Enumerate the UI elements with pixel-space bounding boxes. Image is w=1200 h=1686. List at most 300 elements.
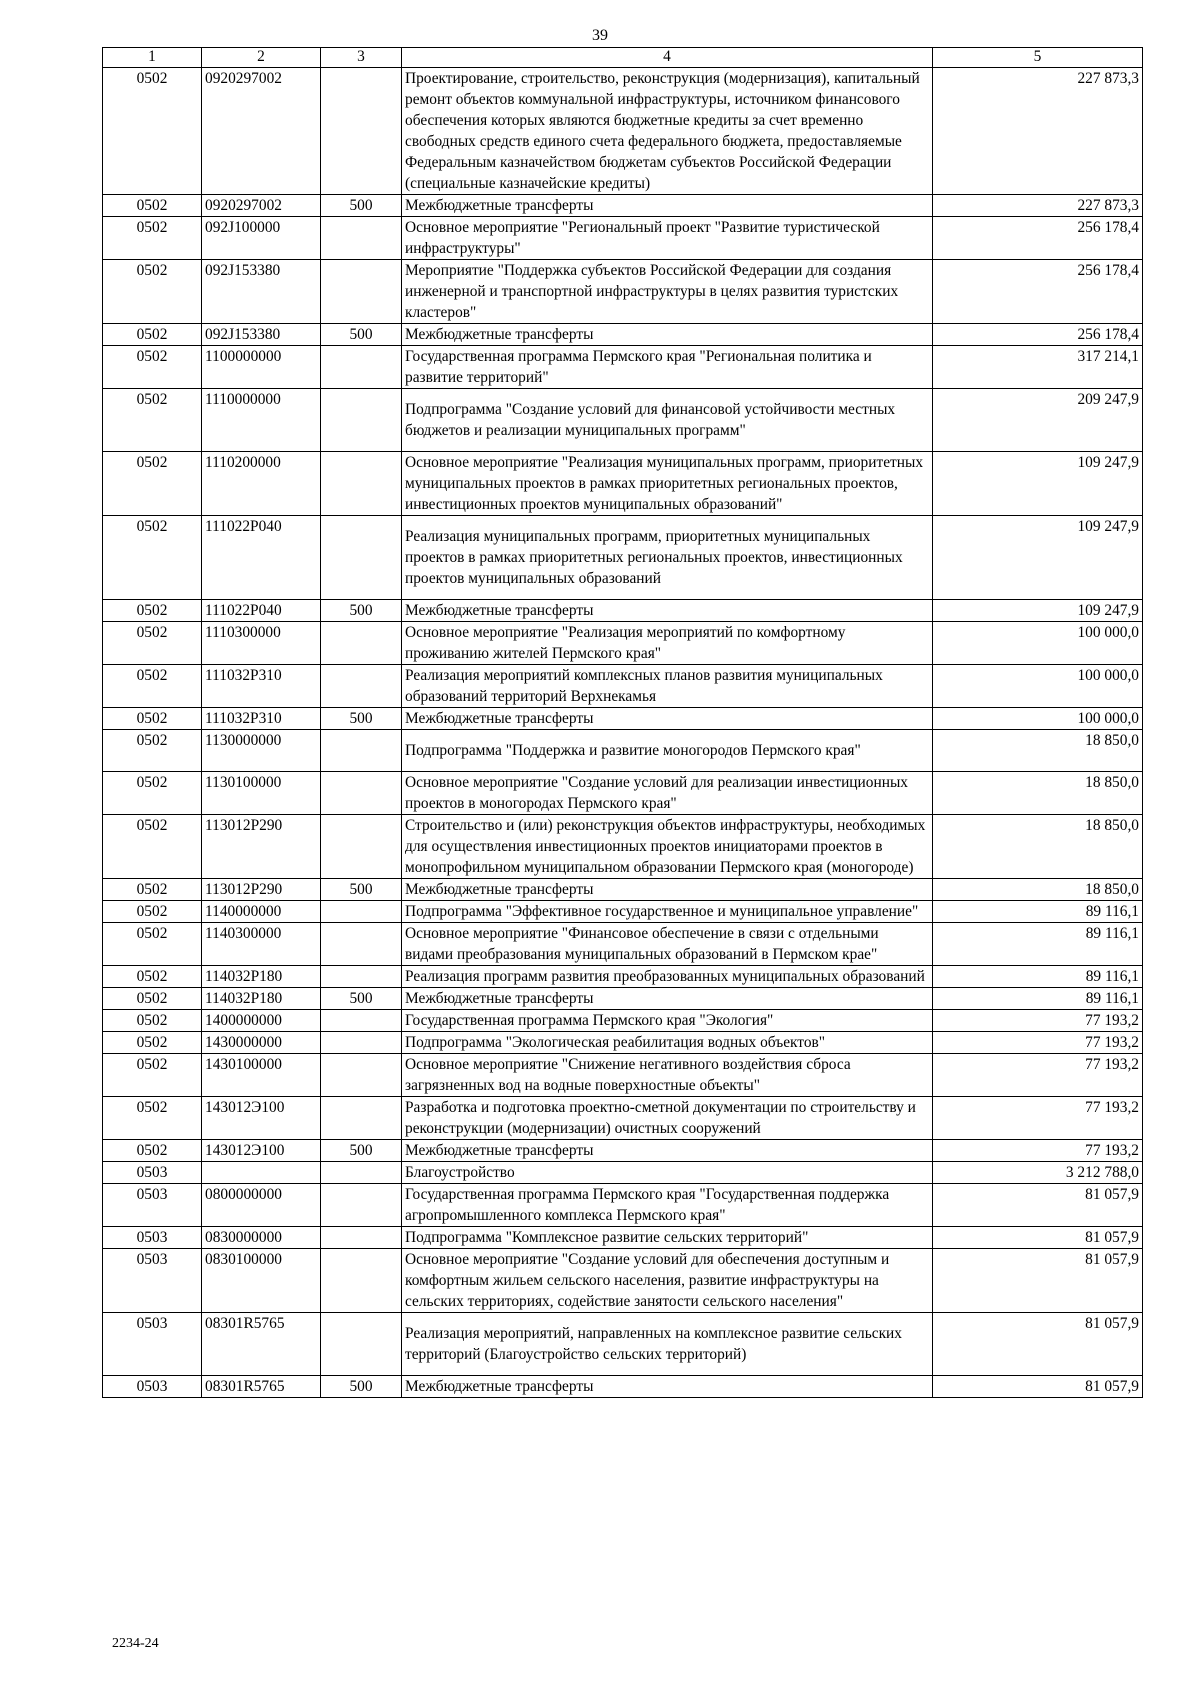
section-code-cell <box>103 1227 202 1249</box>
expense-type-text: 500 <box>349 326 373 343</box>
amount-cell <box>933 730 1143 772</box>
expense-type-cell <box>321 622 402 665</box>
section-code-cell <box>103 901 202 923</box>
target-article-text: 1110300000 <box>205 624 281 641</box>
expense-type-cell <box>321 923 402 966</box>
amount-text: 89 116,1 <box>1085 925 1139 942</box>
amount-cell <box>933 1376 1143 1398</box>
target-article-cell <box>202 988 321 1010</box>
amount-text: 89 116,1 <box>1085 903 1139 920</box>
amount-text: 77 193,2 <box>1085 1142 1139 1159</box>
target-article-text: 092J153380 <box>205 262 281 279</box>
target-article-text: 143012Э100 <box>205 1099 285 1116</box>
section-code-cell <box>103 879 202 901</box>
target-article-cell <box>202 195 321 217</box>
description-text: Межбюджетные трансферты <box>405 710 594 727</box>
expense-type-cell <box>321 879 402 901</box>
amount-text: 81 057,9 <box>1085 1229 1139 1246</box>
section-code-cell <box>103 68 202 195</box>
amount-cell <box>933 772 1143 815</box>
expense-type-text: 500 <box>349 710 373 727</box>
expense-type-cell <box>321 966 402 988</box>
amount-cell <box>933 260 1143 324</box>
section-code-text: 0502 <box>136 262 168 279</box>
description-cell <box>402 730 933 772</box>
section-code-cell <box>103 389 202 452</box>
amount-cell <box>933 389 1143 452</box>
description-cell <box>402 217 933 260</box>
target-article-text: 092J153380 <box>205 326 281 343</box>
section-code-text: 0502 <box>136 70 168 87</box>
amount-cell <box>933 622 1143 665</box>
table-row <box>103 988 1143 1010</box>
description-text: Подпрограмма "Эффективное государственное и муниципальное управление" <box>405 903 919 920</box>
target-article-cell <box>202 68 321 195</box>
amount-text: 77 193,2 <box>1085 1012 1139 1029</box>
expense-type-text: 500 <box>349 1142 373 1159</box>
expense-type-cell <box>321 1376 402 1398</box>
description-cell <box>402 1032 933 1054</box>
expense-type-text: 500 <box>349 881 373 898</box>
description-text: Реализация программ развития преобразованных муниципальных образований <box>405 968 925 985</box>
table-row <box>103 1097 1143 1140</box>
section-code-text: 0503 <box>136 1186 168 1203</box>
target-article-cell <box>202 1054 321 1097</box>
amount-cell <box>933 988 1143 1010</box>
section-code-text: 0502 <box>136 1099 168 1116</box>
target-article-text: 1430100000 <box>205 1056 282 1073</box>
section-code-cell <box>103 1184 202 1227</box>
amount-text: 77 193,2 <box>1085 1034 1139 1051</box>
expense-type-cell <box>321 260 402 324</box>
table-row <box>103 389 1143 452</box>
amount-cell <box>933 923 1143 966</box>
expense-type-cell <box>321 217 402 260</box>
amount-cell <box>933 1032 1143 1054</box>
section-code-cell <box>103 1054 202 1097</box>
section-code-text: 0503 <box>136 1378 168 1395</box>
amount-cell <box>933 516 1143 600</box>
amount-cell <box>933 665 1143 708</box>
target-article-text: 1130100000 <box>205 774 282 791</box>
expense-type-cell <box>321 708 402 730</box>
target-article-cell <box>202 1184 321 1227</box>
section-code-text: 0502 <box>136 774 168 791</box>
amount-cell <box>933 879 1143 901</box>
amount-cell <box>933 217 1143 260</box>
amount-text: 81 057,9 <box>1085 1378 1139 1395</box>
amount-text: 317 214,1 <box>1077 348 1139 365</box>
section-code-text: 0502 <box>136 881 168 898</box>
section-code-text: 0502 <box>136 990 168 1007</box>
description-text: Подпрограмма "Создание условий для финансовой устойчивости местных бюджетов и реализации муниципальных программ" <box>405 401 896 439</box>
description-text: Межбюджетные трансферты <box>405 602 594 619</box>
target-article-cell <box>202 1010 321 1032</box>
section-code-cell <box>103 195 202 217</box>
section-code-text: 0502 <box>136 197 168 214</box>
description-cell <box>402 1313 933 1376</box>
table-row <box>103 1227 1143 1249</box>
target-article-cell <box>202 665 321 708</box>
table-row <box>103 1162 1143 1184</box>
target-article-text: 1140300000 <box>205 925 282 942</box>
amount-text: 109 247,9 <box>1077 518 1139 535</box>
target-article-text: 08301R5765 <box>205 1315 285 1332</box>
section-code-text: 0502 <box>136 518 168 535</box>
table-row <box>103 622 1143 665</box>
target-article-text: 0830000000 <box>205 1229 282 1246</box>
description-cell <box>402 815 933 879</box>
target-article-text: 0920297002 <box>205 197 282 214</box>
section-code-cell <box>103 324 202 346</box>
table-row <box>103 901 1143 923</box>
description-cell <box>402 622 933 665</box>
expense-type-text: 500 <box>349 1378 373 1395</box>
amount-text: 81 057,9 <box>1085 1315 1139 1332</box>
section-code-cell <box>103 1010 202 1032</box>
expense-type-cell <box>321 68 402 195</box>
target-article-text: 111032P310 <box>205 667 282 684</box>
section-code-cell <box>103 1097 202 1140</box>
amount-text: 18 850,0 <box>1085 732 1139 749</box>
description-text: Подпрограмма "Комплексное развитие сельских территорий" <box>405 1229 809 1246</box>
amount-cell <box>933 68 1143 195</box>
target-article-text: 0800000000 <box>205 1186 282 1203</box>
table-row <box>103 1010 1143 1032</box>
target-article-cell <box>202 923 321 966</box>
target-article-cell <box>202 600 321 622</box>
description-cell <box>402 879 933 901</box>
description-cell <box>402 1010 933 1032</box>
target-article-cell <box>202 901 321 923</box>
expense-type-cell <box>321 452 402 516</box>
target-article-cell <box>202 1140 321 1162</box>
target-article-text: 143012Э100 <box>205 1142 285 1159</box>
target-article-cell <box>202 1249 321 1313</box>
section-code-text: 0502 <box>136 710 168 727</box>
section-code-cell <box>103 665 202 708</box>
table-row <box>103 879 1143 901</box>
amount-text: 18 850,0 <box>1085 881 1139 898</box>
section-code-cell <box>103 966 202 988</box>
target-article-cell <box>202 730 321 772</box>
description-text: Межбюджетные трансферты <box>405 990 594 1007</box>
target-article-text: 1400000000 <box>205 1012 282 1029</box>
expense-type-cell <box>321 389 402 452</box>
description-text: Государственная программа Пермского края "Региональная политика и развитие территорий" <box>405 348 872 386</box>
expense-type-cell <box>321 1162 402 1184</box>
target-article-text: 111022P040 <box>205 602 282 619</box>
description-cell <box>402 260 933 324</box>
section-code-text: 0502 <box>136 326 168 343</box>
target-article-cell <box>202 1313 321 1376</box>
description-cell <box>402 600 933 622</box>
amount-text: 227 873,3 <box>1077 70 1139 87</box>
table-row <box>103 1376 1143 1398</box>
section-code-text: 0502 <box>136 732 168 749</box>
expense-type-cell <box>321 600 402 622</box>
table-row <box>103 923 1143 966</box>
table-row <box>103 324 1143 346</box>
amount-cell <box>933 195 1143 217</box>
section-code-text: 0502 <box>136 1056 168 1073</box>
table-row <box>103 815 1143 879</box>
section-code-cell <box>103 516 202 600</box>
table-body <box>103 68 1143 1398</box>
section-code-cell <box>103 346 202 389</box>
section-code-text: 0502 <box>136 454 168 471</box>
table-row <box>103 772 1143 815</box>
amount-cell <box>933 346 1143 389</box>
table-row <box>103 1184 1143 1227</box>
amount-cell <box>933 815 1143 879</box>
table-row <box>103 452 1143 516</box>
description-cell <box>402 346 933 389</box>
amount-text: 77 193,2 <box>1085 1056 1139 1073</box>
table-row <box>103 260 1143 324</box>
description-text: Государственная программа Пермского края "Экология" <box>405 1012 774 1029</box>
column-header: 5 <box>933 48 1143 68</box>
section-code-cell <box>103 260 202 324</box>
amount-text: 256 178,4 <box>1077 326 1139 343</box>
expense-type-cell <box>321 195 402 217</box>
section-code-cell <box>103 622 202 665</box>
section-code-cell <box>103 452 202 516</box>
description-text: Основное мероприятие "Реализация муниципальных программ, приоритетных муниципальных проектов в рамках приоритетных региональных проектов, инвестиционных проектов муниципальных образований" <box>405 454 924 513</box>
column-number-header <box>103 48 1143 68</box>
target-article-text: 114032P180 <box>205 990 283 1007</box>
amount-text: 256 178,4 <box>1077 219 1139 236</box>
target-article-text: 1110000000 <box>205 391 281 408</box>
table-row <box>103 195 1143 217</box>
amount-cell <box>933 901 1143 923</box>
description-cell <box>402 708 933 730</box>
target-article-text: 1140000000 <box>205 903 282 920</box>
target-article-cell <box>202 217 321 260</box>
description-cell <box>402 324 933 346</box>
section-code-text: 0503 <box>136 1315 168 1332</box>
description-text: Межбюджетные трансферты <box>405 881 594 898</box>
section-code-text: 0502 <box>136 925 168 942</box>
expense-type-cell <box>321 988 402 1010</box>
section-code-text: 0502 <box>136 219 168 236</box>
amount-text: 18 850,0 <box>1085 817 1139 834</box>
section-code-text: 0502 <box>136 348 168 365</box>
target-article-cell <box>202 622 321 665</box>
amount-cell <box>933 708 1143 730</box>
description-cell <box>402 1162 933 1184</box>
table-row <box>103 600 1143 622</box>
description-text: Проектирование, строительство, реконструкция (модернизация), капитальный ремонт объектов коммунальной инфраструктуры, источником финансового обеспечения которых являются бюджетные кредиты за счет временно свободных средств единого счета федерального бюджета, предоставляемые Федеральным казначейством бюджетам субъектов Российской Федерации (специальные казначейские кредиты) <box>405 70 920 192</box>
amount-cell <box>933 1140 1143 1162</box>
amount-text: 3 212 788,0 <box>1065 1164 1139 1181</box>
description-text: Реализация муниципальных программ, приоритетных муниципальных проектов в рамках приоритетных региональных проектов, инвестиционных проектов муниципальных образований <box>405 528 903 587</box>
description-text: Подпрограмма "Экологическая реабилитация водных объектов" <box>405 1034 826 1051</box>
expense-type-cell <box>321 1227 402 1249</box>
table-row <box>103 1313 1143 1376</box>
description-cell <box>402 452 933 516</box>
target-article-cell <box>202 1097 321 1140</box>
target-article-text: 1130000000 <box>205 732 282 749</box>
target-article-text: 0920297002 <box>205 70 282 87</box>
expense-type-cell <box>321 665 402 708</box>
description-cell <box>402 1054 933 1097</box>
amount-cell <box>933 1054 1143 1097</box>
target-article-cell <box>202 516 321 600</box>
description-cell <box>402 1227 933 1249</box>
description-text: Благоустройство <box>405 1164 515 1181</box>
table-row <box>103 1032 1143 1054</box>
section-code-cell <box>103 1140 202 1162</box>
target-article-cell <box>202 346 321 389</box>
target-article-text: 1110200000 <box>205 454 281 471</box>
description-text: Мероприятие "Поддержка субъектов Российской Федерации для создания инженерной и транспортной инфраструктуры в целях развития туристских кластеров" <box>405 262 899 321</box>
section-code-cell <box>103 1376 202 1398</box>
amount-cell <box>933 324 1143 346</box>
table-row <box>103 516 1143 600</box>
amount-text: 89 116,1 <box>1085 968 1139 985</box>
description-text: Основное мероприятие "Создание условий для обеспечения доступным и комфортным жильем сельского населения, развитие инфраструктуры на сельских территориях, содействие занятости сельского населения" <box>405 1251 890 1310</box>
section-code-cell <box>103 1162 202 1184</box>
section-code-text: 0503 <box>136 1164 168 1181</box>
budget-table <box>102 47 1143 1398</box>
section-code-cell <box>103 600 202 622</box>
table-row <box>103 708 1143 730</box>
description-text: Разработка и подготовка проектно-сметной документации по строительству и реконструкции (модернизации) очистных сооружений <box>405 1099 916 1137</box>
page-number: 39 <box>592 27 608 44</box>
amount-text: 209 247,9 <box>1077 391 1139 408</box>
amount-text: 81 057,9 <box>1085 1251 1139 1268</box>
target-article-cell <box>202 966 321 988</box>
expense-type-cell <box>321 730 402 772</box>
expense-type-text: 500 <box>349 197 373 214</box>
description-cell <box>402 966 933 988</box>
amount-cell <box>933 1010 1143 1032</box>
section-code-text: 0502 <box>136 667 168 684</box>
description-text: Основное мероприятие "Снижение негативного воздействия сброса загрязненных вод на водные поверхностные объекты" <box>405 1056 851 1094</box>
description-text: Основное мероприятие "Реализация мероприятий по комфортному проживанию жителей Пермского края" <box>405 624 846 662</box>
target-article-text: 113012P290 <box>205 817 283 834</box>
target-article-text: 111022P040 <box>205 518 282 535</box>
amount-cell <box>933 1162 1143 1184</box>
description-text: Строительство и (или) реконструкция объектов инфраструктуры, необходимых для осуществления инвестиционных проектов инициаторами проектов в монопрофильном муниципальном образовании Пермского края (моногороде) <box>405 817 926 876</box>
target-article-cell <box>202 324 321 346</box>
amount-text: 100 000,0 <box>1077 710 1139 727</box>
section-code-cell <box>103 708 202 730</box>
expense-type-cell <box>321 1249 402 1313</box>
description-text: Межбюджетные трансферты <box>405 326 594 343</box>
section-code-text: 0503 <box>136 1229 168 1246</box>
target-article-cell <box>202 772 321 815</box>
target-article-cell <box>202 815 321 879</box>
amount-cell <box>933 452 1143 516</box>
description-cell <box>402 1184 933 1227</box>
amount-text: 109 247,9 <box>1077 602 1139 619</box>
description-cell <box>402 923 933 966</box>
expense-type-cell <box>321 1032 402 1054</box>
expense-type-cell <box>321 1313 402 1376</box>
column-header: 1 <box>103 48 202 68</box>
section-code-text: 0502 <box>136 1142 168 1159</box>
amount-text: 227 873,3 <box>1077 197 1139 214</box>
table-row <box>103 217 1143 260</box>
table-row <box>103 1140 1143 1162</box>
description-text: Межбюджетные трансферты <box>405 197 594 214</box>
expense-type-cell <box>321 901 402 923</box>
description-text: Реализация мероприятий, направленных на комплексное развитие сельских территорий (Благоустройство сельских территорий) <box>405 1325 902 1363</box>
section-code-text: 0502 <box>136 817 168 834</box>
section-code-text: 0502 <box>136 903 168 920</box>
section-code-text: 0502 <box>136 602 168 619</box>
description-text: Основное мероприятие "Финансовое обеспечение в связи с отдельными видами преобразования муниципальных образований в Пермском крае" <box>405 925 879 963</box>
amount-text: 18 850,0 <box>1085 774 1139 791</box>
description-text: Межбюджетные трансферты <box>405 1378 594 1395</box>
table-row <box>103 346 1143 389</box>
description-cell <box>402 1249 933 1313</box>
description-cell <box>402 1097 933 1140</box>
amount-cell <box>933 1227 1143 1249</box>
target-article-text: 08301R5765 <box>205 1378 285 1395</box>
target-article-cell <box>202 452 321 516</box>
expense-type-cell <box>321 346 402 389</box>
section-code-cell <box>103 1313 202 1376</box>
section-code-cell <box>103 1032 202 1054</box>
description-text: Основное мероприятие "Региональный проект "Развитие туристической инфраструктуры" <box>405 219 880 257</box>
expense-type-text: 500 <box>349 990 373 1007</box>
section-code-cell <box>103 1249 202 1313</box>
expense-type-cell <box>321 1184 402 1227</box>
section-code-cell <box>103 815 202 879</box>
target-article-cell <box>202 389 321 452</box>
section-code-text: 0502 <box>136 1012 168 1029</box>
amount-text: 89 116,1 <box>1085 990 1139 1007</box>
description-text: Подпрограмма "Поддержка и развитие моногородов Пермского края" <box>405 742 861 759</box>
section-code-text: 0503 <box>136 1251 168 1268</box>
expense-type-text: 500 <box>349 602 373 619</box>
column-header: 2 <box>202 48 321 68</box>
expense-type-cell <box>321 1097 402 1140</box>
amount-text: 109 247,9 <box>1077 454 1139 471</box>
section-code-text: 0502 <box>136 1034 168 1051</box>
table-row <box>103 966 1143 988</box>
amount-cell <box>933 966 1143 988</box>
description-cell <box>402 772 933 815</box>
description-text: Реализация мероприятий комплексных планов развития муниципальных образований территорий Верхнекамья <box>405 667 883 705</box>
section-code-cell <box>103 217 202 260</box>
description-text: Основное мероприятие "Создание условий для реализации инвестиционных проектов в моногородах Пермского края" <box>405 774 908 812</box>
table-row <box>103 730 1143 772</box>
section-code-cell <box>103 730 202 772</box>
target-article-text: 1430000000 <box>205 1034 282 1051</box>
section-code-text: 0502 <box>136 391 168 408</box>
target-article-text: 114032P180 <box>205 968 283 985</box>
target-article-cell <box>202 1376 321 1398</box>
amount-text: 81 057,9 <box>1085 1186 1139 1203</box>
document-code: 2234-24 <box>112 1636 159 1651</box>
target-article-cell <box>202 708 321 730</box>
description-text: Межбюджетные трансферты <box>405 1142 594 1159</box>
description-cell <box>402 195 933 217</box>
description-cell <box>402 901 933 923</box>
section-code-text: 0502 <box>136 624 168 641</box>
expense-type-cell <box>321 1140 402 1162</box>
column-header: 3 <box>321 48 402 68</box>
expense-type-cell <box>321 516 402 600</box>
section-code-text: 0502 <box>136 968 168 985</box>
description-cell <box>402 389 933 452</box>
target-article-text: 113012P290 <box>205 881 283 898</box>
amount-text: 256 178,4 <box>1077 262 1139 279</box>
